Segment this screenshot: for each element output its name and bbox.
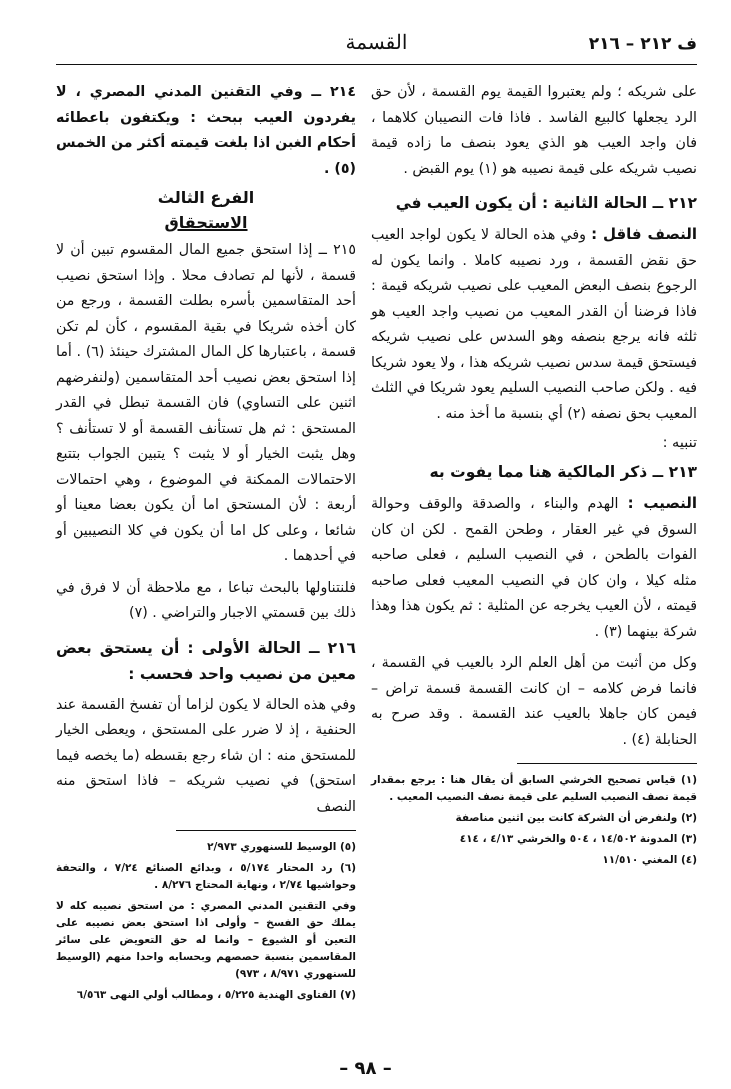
running-header xyxy=(56,30,697,65)
footnote-1: (١) قياس تصحيح الخرشي السابق أن يقال هنا : يرجع بمقدار قيمة نصف النصيب السليم على قيمة نصف النصيب المعيب . xyxy=(371,774,697,803)
paragraph-212 xyxy=(371,222,697,427)
note-label: تنبيه : xyxy=(662,435,697,451)
section-range: ف ٢١٢ – ٢١٦ xyxy=(588,34,697,54)
paragraph-intro: على شريكه ؛ ولم يعتبروا القيمة يوم القسمة ، لأن حق الرد يجعلها كالبيع الفاسد . فاذا فات النصيبان كلاهما ، فان واجد العيب هو الذي يعود بنصف ما زاده قيمة نصيب شريكه على قيمة نصيبه هو (١) يوم القبض . xyxy=(371,84,697,177)
footnote-2: (٢) ولنفرض أن الشركة كانت بين اثنين مناصفة xyxy=(455,812,697,824)
footnote-5: (٥) الوسيط للسنهوري ٢/٩٧٣ xyxy=(207,841,356,853)
page-number: – ٩٨ – xyxy=(339,1058,392,1079)
heading-213: ٢١٣ ــ ذكر المالكية هنا مما يفوت به xyxy=(429,463,697,481)
paragraph-213-lead: النصيب : xyxy=(627,494,697,512)
paragraph-213 xyxy=(371,491,697,645)
footnote-separator-left xyxy=(176,830,356,831)
heading-212: ٢١٢ ــ الحالة الثانية : أن يكون العيب في xyxy=(395,194,697,212)
right-column xyxy=(371,80,697,873)
left-column xyxy=(56,80,356,1008)
section-heading-far3: الفرع الثالث xyxy=(157,188,255,207)
paragraph-215: ٢١٥ ــ إذا استحق جميع المال المقسوم تبين أن لا قسمة ، لأنها لم تصادف محلا . وإذا استحق نصيب أحد المتقاسمين بأسره بطلت القسمة ، ورجع من كان أخذه شريكا في بقية المقسوم ، كأن لم تكن قسمة ، باعتبارها كل المال المشترك حينئذ (٦) . أما إذا استحق بعض نصيب أحد المتقاسمين (ولنفرضهم اثنين على التساوي) فان القسمة تبطل في القدر المستحق : ثم هل تستأنف القسمة أو لا تستأنف ؟ وهل يثبت الخيار أو لا يثبت ؟ يتبين الجواب بتتبع الاحتمالات الممكنة في الموضوع ، وهي احتمالات أربعة : لأن المستحق اما أن يكون بعضا معينا أو شائعا ، وعلى كل اما أن يكون في كلا النصيبين أو في أحدهما . xyxy=(56,242,356,564)
footnote-7: (٧) الفتاوى الهندية ٥/٢٢٥ ، ومطالب أولي النهى ٦/٥٦٣ xyxy=(76,989,356,1001)
paragraph-215b: فلنتناولها بالبحث تباعا ، مع ملاحظة أن لا فرق في ذلك بين قسمتي الاجبار والتراضي . (٧) xyxy=(56,579,356,621)
section-heading-istihqaq: الاستحقاق xyxy=(164,213,248,232)
footnote-3: (٣) المدونة ١٤/٥٠٢ ، ٥٠٤ والخرشي ٤/١٣ ، ٤١٤ xyxy=(459,833,697,845)
paragraph-212-lead: النصف فاقل : xyxy=(591,225,697,243)
paragraph-216: وفي هذه الحالة لا يكون لزاما أن تفسخ القسمة عند الحنفية ، إذ لا ضرر على المستحق ، ويعطى الخيار للمستحق منه : ان شاء رجع بقسطه (ما يخصه فيما استحق) في نصيب شريكه – فاذا استحق منه النصف xyxy=(56,696,356,815)
paragraph-212-body: وفي هذه الحالة لا يكون لواجد العيب حق نقض القسمة ، ورد نصيبه كاملا . وانما يكون له الرجوع بنصف البعض المعيب على نصيب شريكه قيمة : فاذا فرضنا أن القدر المعيب من نصيب واجد العيب هو ثلثه فانه يرجع بنصفه وهو السدس على نصيب شريكه فيستحق قيمة سدس نصيب شريكه هذا ، ولا يعود شريكا فيه . ولكن صاحب النصيب السليم يعود شريكا في الثلث المعيب بحق نصفه (٢) أي بنسبة ما أخذ منه . xyxy=(371,227,697,422)
paragraph-214: ٢١٤ ــ وفي التقنين المدني المصري ، لا يفردون العيب ببحث : ويكتفون باعطائه أحكام الغبن اذا بلغت قيمته أكثر من الخمس (٥) . xyxy=(56,84,356,177)
heading-216: ٢١٦ ــ الحالة الأولى : أن يستحق بعض معين من نصيب واحد فحسب : xyxy=(56,638,356,683)
footnote-4: (٤) المغني ١١/٥١٠ xyxy=(602,854,697,866)
chapter-title: القسمة xyxy=(345,30,408,54)
paragraph-213b: وكل من أثبت من أهل العلم الرد بالعيب في القسمة ، فانما فرض كلامه – ان كانت القسمة قسمة تراض – فيمن كان جاهلا بالعيب عند القسمة . وقد صرح به الحنابلة (٤) . xyxy=(371,655,697,748)
paragraph-213-body: الهدم والبناء ، والصدقة والوقف وحوالة السوق في غير العقار ، وطحن القمح . لكن ان كان الفوات بالطحن ، في النصيب السليم ، فعلى صاحبه مثله كيلا ، وان كان في النصيب المعيب فعلى صاحبه قيمته ، لأن العيب يخرجه عن المثلية : ثم يكون هذا وهذا شركة بينهما (٣) . xyxy=(371,496,697,640)
footnote-6: (٦) رد المحتار ٥/١٧٤ ، وبدائع الصنائع ٧/٢٤ ، والتحفة وحواشيها ٢/٧٤ ، ونهاية المحتاج ٨/٢٧٦ . xyxy=(56,862,356,891)
footnote-6-note: وفي التقنين المدني المصري : من استحق نصيبه كله لا يملك حق الفسخ – وأولى اذا استحق بعض نصيبه على التعين أو الشيوع – وانما له حق التعويض على سائر المقاسمين بنسبة حصصهم وبحسابه واحدا منهم (الوسيط للسنهوري ٨/٩٧١ ، ٩٧٣) xyxy=(56,900,356,980)
footnote-separator xyxy=(517,763,697,764)
